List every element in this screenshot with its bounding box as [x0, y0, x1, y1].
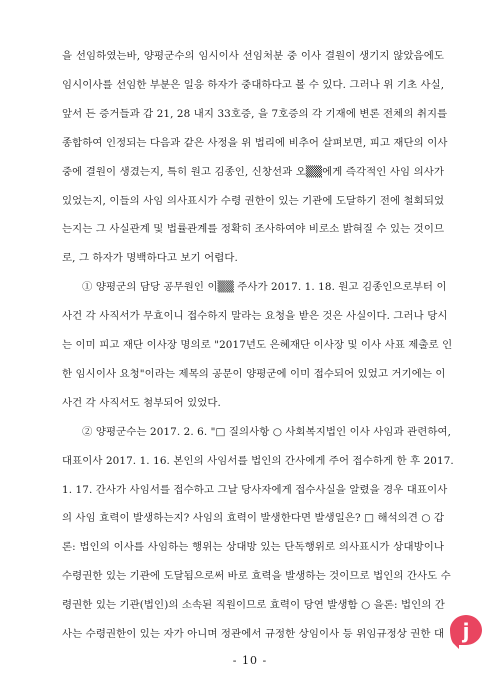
- text-line: 론: 법인의 이사를 사임하는 행위는 상대방 있는 단독행위로 의사표시가 상대방이나: [62, 541, 444, 554]
- text-line: ② 양평군수는 2017. 2. 6. "□ 질의사항 ○ 사회복지법인 이사 사임과 관련하여,: [82, 425, 452, 438]
- text-line: 는 이미 피고 재단 이사장 명의로 "2017년도 은혜재단 이사장 및 이사 사표 제출로 인: [62, 339, 453, 351]
- text-line: 임시이사를 선임한 부분은 일응 하자가 중대하다고 볼 수 있다. 그러나 위 기초 사실,: [62, 78, 445, 91]
- brand-logo-icon: [447, 612, 485, 650]
- text-line: 종합하여 인정되는 다음과 같은 사정을 위 법리에 비추어 살펴보면, 피고 재단의 이사: [62, 136, 448, 149]
- text-line: ① 양평군의 담당 공무원인 이▒▒ 주사가 2017. 1. 18. 원고 김종인으로부터 이: [82, 281, 447, 294]
- text-line: 중에 결원이 생겼는지, 특히 원고 김종인, 신창선과 오▒▒에게 즉각적인 사임 의사가: [62, 165, 444, 178]
- text-line: 령권한 있는 기관(법인)의 소속된 직원이므로 효력이 당연 발생함 ○ 을론: 법인의 간: [62, 599, 445, 612]
- text-line: 사건 각 사직서가 무효이니 접수하지 말라는 요청을 받은 것은 사실이다. 그러나 당시: [62, 310, 448, 323]
- text-line: 의 사임 효력이 발생하는지? 사임의 효력이 발생한다면 발생일은? □ 해석의견 ○ 갑: [62, 512, 445, 525]
- text-line: 을 선임하였는바, 양평군수의 임시이사 선임처분 중 이사 결원이 생기지 않았음에도: [62, 50, 444, 62]
- page-number: - 10 -: [232, 654, 268, 667]
- text-line: 앞서 든 증거들과 갑 21, 28 내지 33호증, 을 7호증의 각 기재에 변론 전체의 취지를: [62, 107, 448, 120]
- text-line: 사건 각 사직서도 첨부되어 있었다.: [62, 396, 221, 409]
- text-line: 사는 수령권한이 있는 자가 아니며 정관에서 규정한 상임이사 등 위임규정상 권한 대: [62, 628, 445, 640]
- text-line: 1. 17. 간사가 사임서를 접수하고 그날 당사자에게 접수사실을 알렸을 경우 대표이사: [62, 483, 448, 496]
- svg-text:j: j: [462, 619, 470, 643]
- text-line: 대표이사 2017. 1. 16. 본인의 사임서를 법인의 간사에게 주어 접수하게 한 후 2017.: [62, 454, 454, 467]
- text-line: 한 임시이사 요청"이라는 제목의 공문이 양평군에 이미 접수되어 있었고 거기에는 이: [62, 367, 446, 380]
- text-line: 로, 그 하자가 명백하다고 보기 어렵다.: [62, 252, 238, 265]
- text-line: 있었는지, 이들의 사임 의사표시가 수령 권한이 있는 기관에 도달하기 전에 철회되었: [62, 194, 445, 207]
- text-line: 는지는 그 사실관계 및 법률관계를 정확히 조사하여야 비로소 밝혀질 수 있는 것이므: [62, 223, 445, 236]
- text-line: 수령권한 있는 기관에 도달됨으로써 바로 효력을 발생하는 것이므로 법인의 간사도 수: [62, 570, 451, 583]
